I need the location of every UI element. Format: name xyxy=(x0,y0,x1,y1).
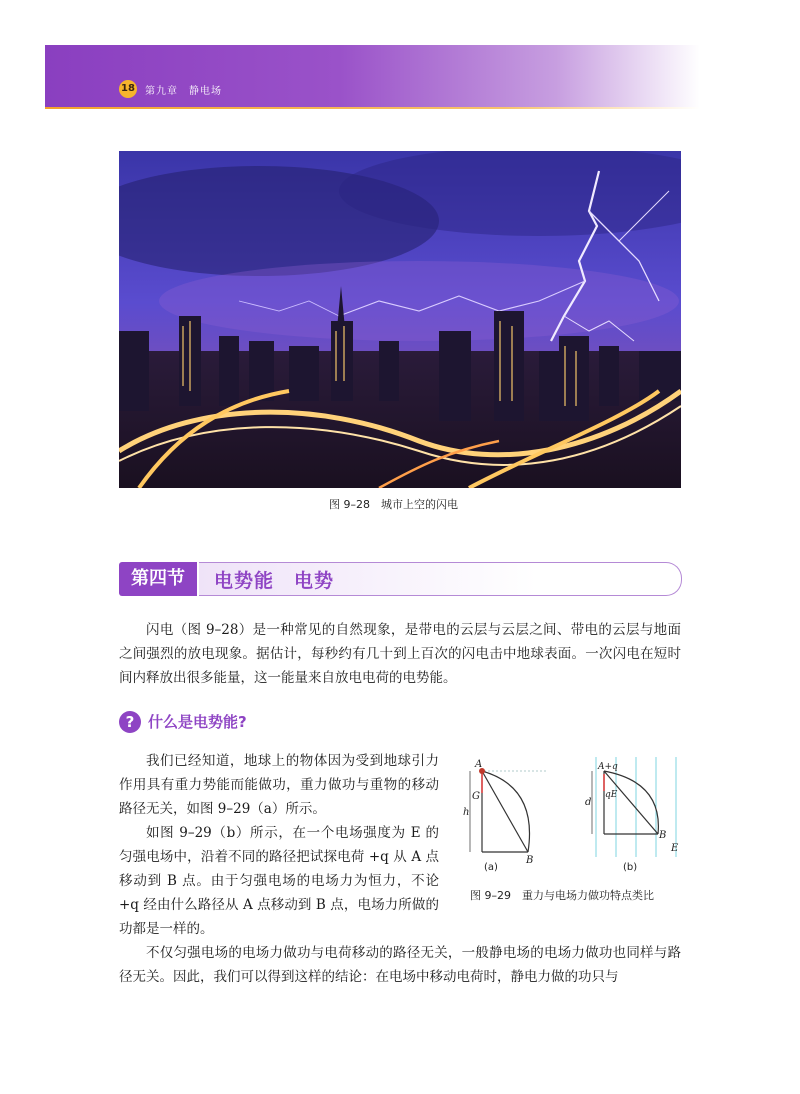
figure-9-29-caption: 图 9–29 重力与电场力做功特点类比 xyxy=(470,889,654,902)
figure-9-29-sub-b: (b) xyxy=(623,862,638,873)
page-number-badge: 18 xyxy=(119,80,137,98)
section-title: 电势能 电势 xyxy=(214,570,335,592)
label-b-d: d xyxy=(585,797,592,808)
label-a-G: G xyxy=(472,791,480,802)
section-number-label: 第四节 xyxy=(119,562,197,596)
header-underline xyxy=(45,107,700,109)
figure-9-29-diagram xyxy=(458,757,688,867)
label-a-h: h xyxy=(463,807,470,818)
city-lightning-photo xyxy=(119,151,681,488)
paragraph-lightning: 闪电（图 9–28）是一种常见的自然现象，是带电的云层与云层之间、带电的云层与地面之间强烈的放电现象。据估计，每秒约有几十到上百次的闪电击中地球表面。一次闪电在短时间内释放出很多能量，这一能量来自放电电荷的电势能。 xyxy=(119,622,681,686)
label-b-A-plus-q: A+q xyxy=(598,762,618,772)
paragraph-gravity: 我们已经知道，地球上的物体因为受到地球引力作用具有重力势能而能做功，重力做功与重物的移动路径无关，如图 9–29（a）所示。 xyxy=(119,753,439,817)
chapter-header-band xyxy=(45,45,700,107)
label-b-qE: qE xyxy=(605,790,618,800)
paragraph-conclusion: 不仅匀强电场的电场力做功与电荷移动的路径无关，一般静电场的电场力做功也同样与路径无关。因此，我们可以得到这样的结论：在电场中移动电荷时，静电力做的功只与 xyxy=(119,945,681,985)
label-a-point-B: B xyxy=(526,855,534,866)
chapter-title: 第九章 静电场 xyxy=(145,86,222,97)
figure-9-28-caption: 图 9–28 城市上空的闪电 xyxy=(329,498,458,511)
label-a-point-A: A xyxy=(475,759,483,770)
question-title: 什么是电势能? xyxy=(148,713,247,731)
label-b-E: E xyxy=(671,843,679,854)
figure-9-29-sub-a: (a) xyxy=(484,862,498,873)
label-b-point-B: B xyxy=(659,830,667,841)
paragraph-electric-field: 如图 9–29（b）所示，在一个电场强度为 E 的匀强电场中，沿着不同的路径把试探电荷 +q 从 A 点移动到 B 点。由于匀强电场的电场力为恒力，不论 +q 经由什么路径从 A 点移动到 B 点，电场力所做的功都是一样的。 xyxy=(119,825,439,937)
question-icon: ? xyxy=(119,711,141,733)
